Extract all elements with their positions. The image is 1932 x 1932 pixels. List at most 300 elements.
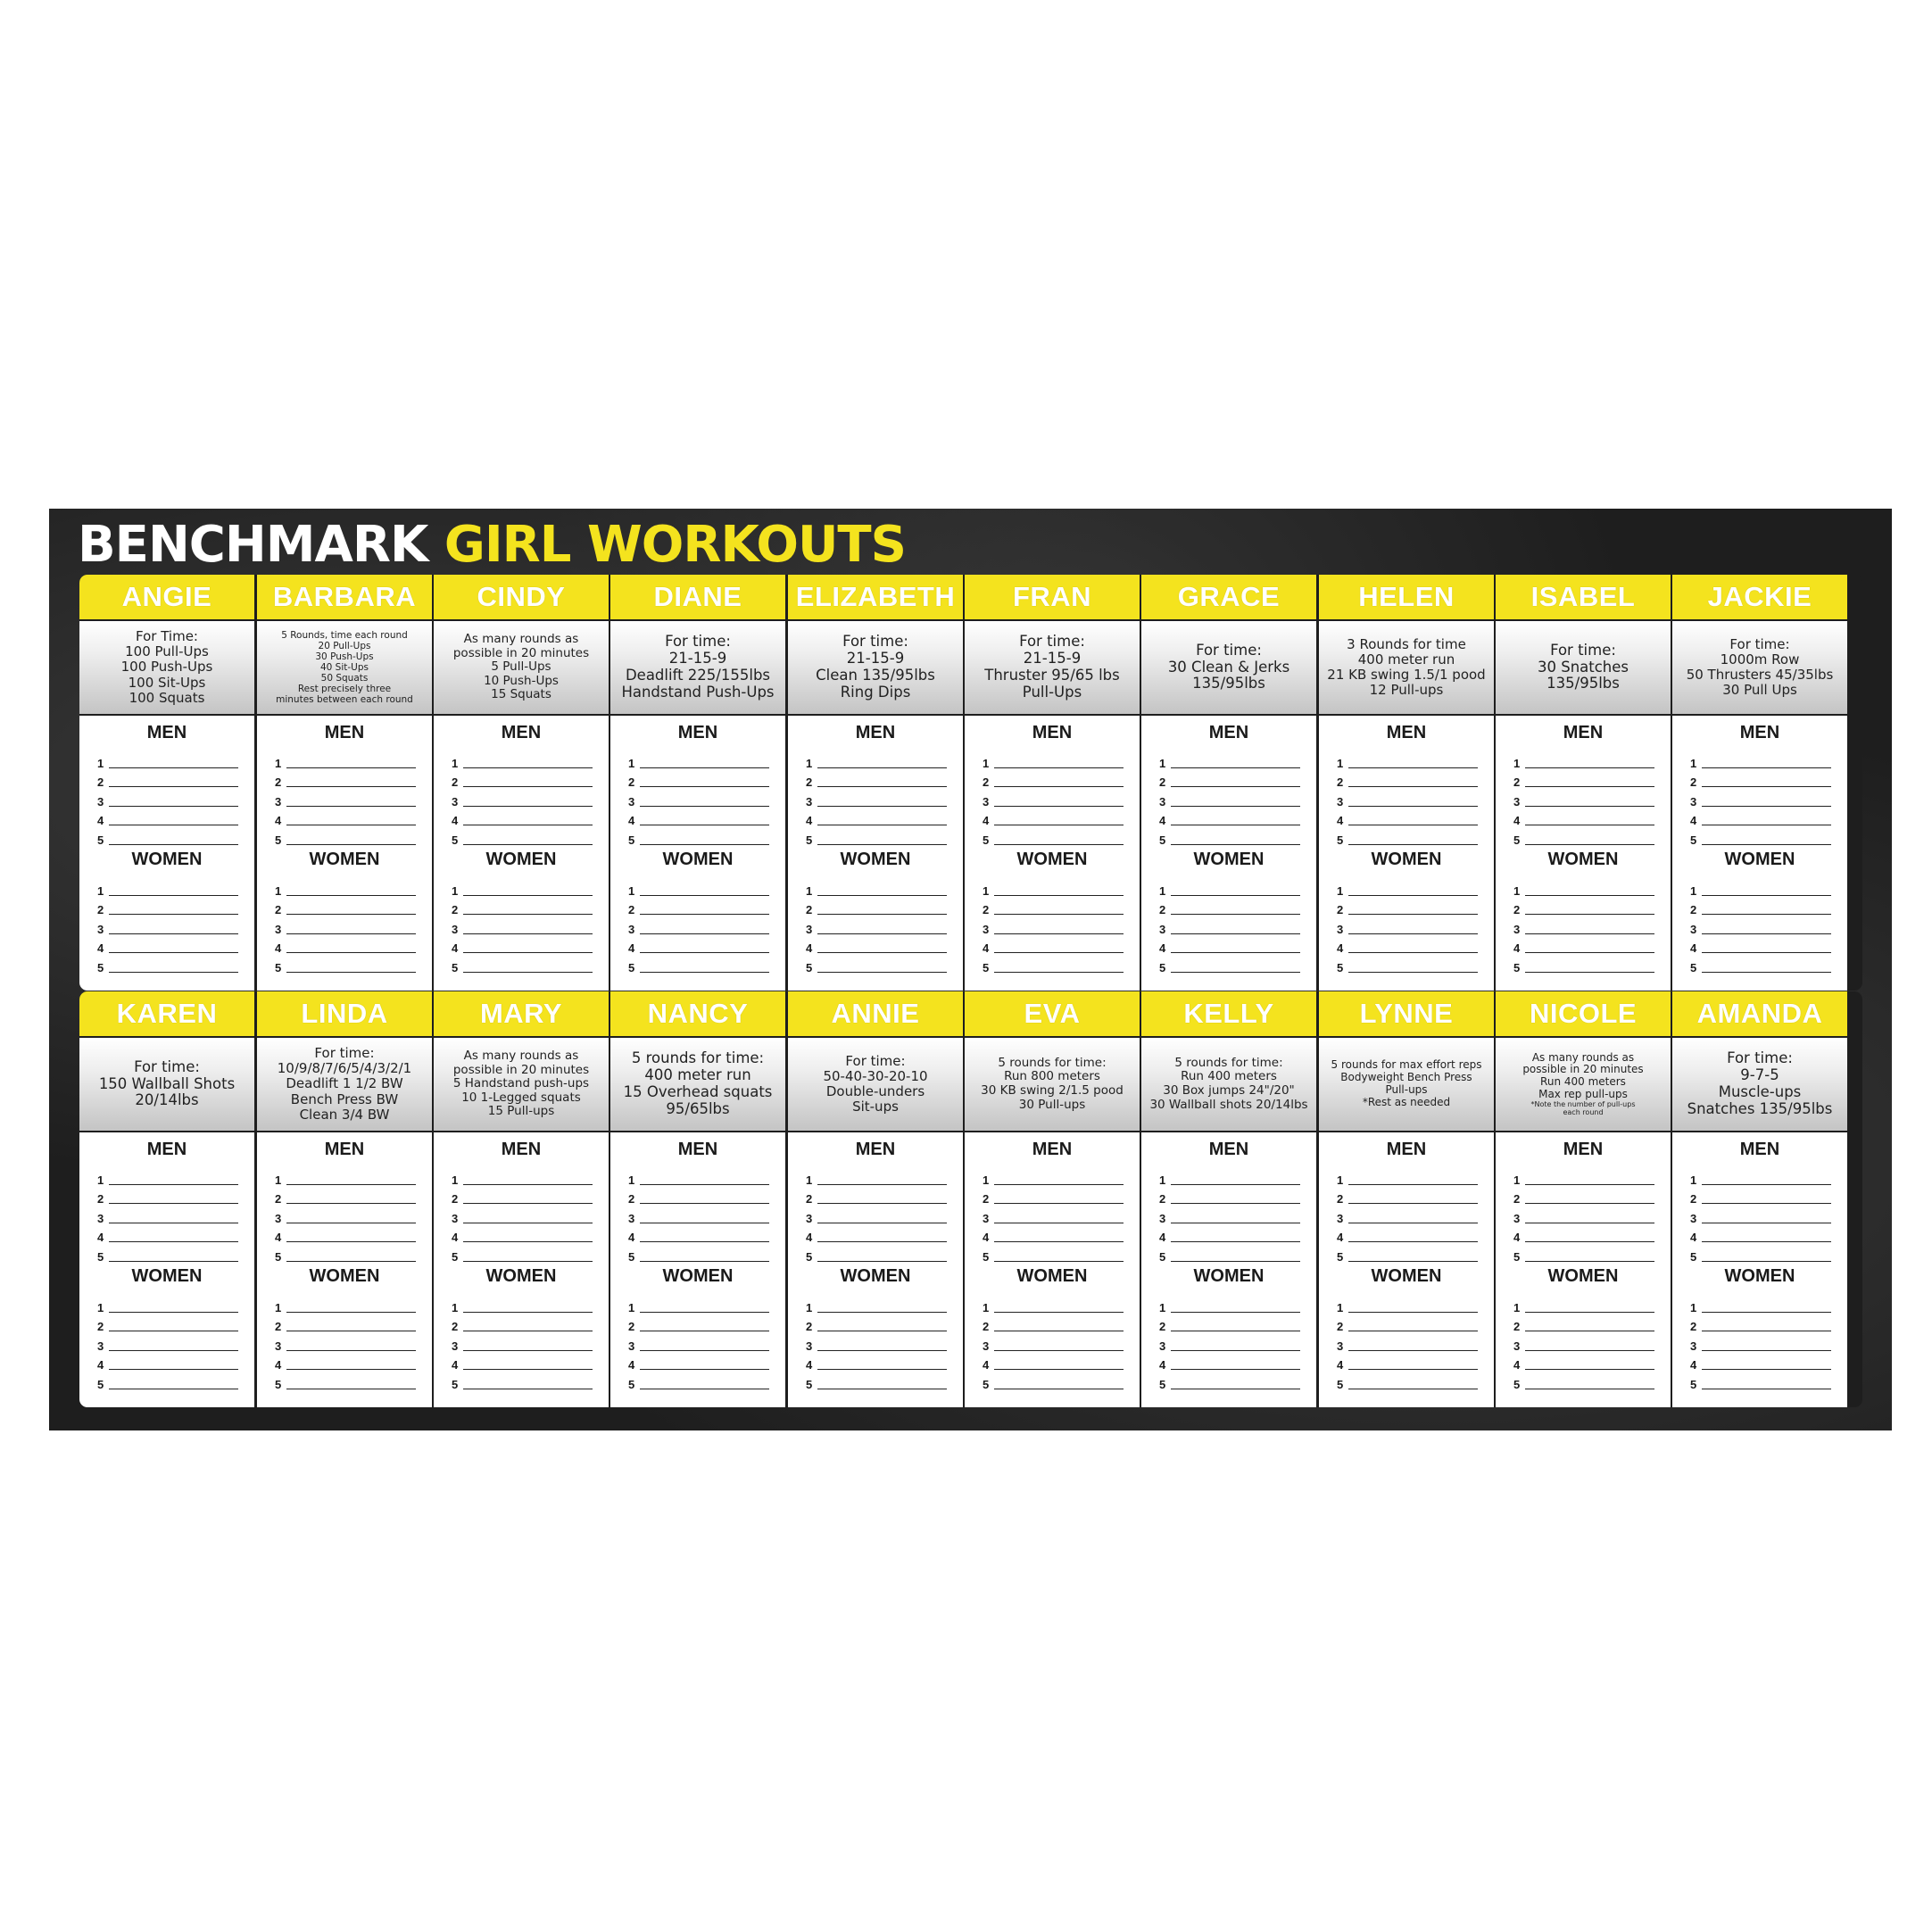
workout-description-line: Thruster 95/65 lbs bbox=[984, 667, 1120, 684]
row-number: 2 bbox=[1337, 775, 1344, 789]
write-in-line bbox=[109, 1350, 238, 1351]
men-score-row bbox=[806, 771, 947, 791]
write-in-line bbox=[286, 972, 416, 973]
women-score-row bbox=[452, 899, 593, 918]
write-in-line bbox=[109, 844, 238, 845]
row-number: 3 bbox=[983, 1211, 990, 1225]
women-score-row bbox=[628, 937, 769, 957]
workout-name: LINDA bbox=[257, 991, 432, 1036]
men-heading: MEN bbox=[677, 723, 718, 742]
write-in-line bbox=[1525, 1369, 1654, 1370]
write-in-line bbox=[1348, 972, 1478, 973]
workout-description-line: Sit-ups bbox=[852, 1099, 899, 1115]
men-score-row bbox=[275, 751, 416, 771]
row-number: 2 bbox=[806, 1320, 813, 1333]
benchmark-board bbox=[49, 509, 1892, 1430]
men-score-row bbox=[1337, 790, 1478, 809]
row-number: 2 bbox=[275, 1320, 282, 1333]
row-number: 4 bbox=[983, 1231, 990, 1244]
write-in-line bbox=[1171, 1241, 1300, 1242]
write-in-line bbox=[817, 844, 947, 845]
men-score-row bbox=[1337, 809, 1478, 829]
women-score-row bbox=[628, 1354, 769, 1373]
write-in-line bbox=[817, 895, 947, 896]
row-number: 5 bbox=[1159, 960, 1166, 974]
workout-description-line: 15 Squats bbox=[491, 687, 551, 702]
write-in-line bbox=[994, 1261, 1124, 1262]
row-number: 4 bbox=[452, 1231, 459, 1244]
men-score-row bbox=[983, 1188, 1124, 1207]
row-number: 5 bbox=[1159, 1377, 1166, 1391]
row-number: 5 bbox=[275, 1249, 282, 1264]
women-score-row bbox=[1690, 937, 1831, 957]
workout-card-cindy bbox=[434, 575, 609, 991]
workout-card-grace bbox=[1141, 575, 1316, 991]
men-score-row bbox=[1690, 790, 1831, 809]
workout-description bbox=[79, 621, 254, 714]
row-number: 4 bbox=[1337, 1231, 1344, 1244]
men-score-row bbox=[452, 790, 593, 809]
women-score-row bbox=[1159, 1334, 1300, 1354]
write-in-line bbox=[1525, 1203, 1654, 1204]
women-score-row bbox=[1159, 899, 1300, 918]
workout-name: ANNIE bbox=[788, 991, 963, 1036]
write-in-line bbox=[1702, 806, 1831, 807]
women-score-row bbox=[275, 879, 416, 899]
write-in-line bbox=[109, 1241, 238, 1242]
row-number: 4 bbox=[1159, 814, 1166, 827]
workout-description-line: 5 rounds for time: bbox=[1174, 1055, 1283, 1070]
women-score-row bbox=[1690, 879, 1831, 899]
row-number: 1 bbox=[452, 1173, 459, 1187]
men-score-row bbox=[1159, 809, 1300, 829]
row-number: 4 bbox=[1337, 1358, 1344, 1372]
row-number: 5 bbox=[983, 1249, 990, 1264]
women-score-row bbox=[452, 1296, 593, 1315]
women-score-row bbox=[1159, 879, 1300, 899]
men-score-row bbox=[1690, 1168, 1831, 1188]
row-number: 3 bbox=[97, 1211, 104, 1225]
workout-description bbox=[434, 1038, 609, 1131]
men-score-row bbox=[983, 809, 1124, 829]
workout-description-line: 20 Pull-Ups bbox=[318, 640, 371, 651]
row-number: 1 bbox=[1337, 1173, 1344, 1187]
workout-description-line: For time: bbox=[1019, 633, 1085, 651]
row-number: 1 bbox=[1337, 756, 1344, 770]
women-score-row bbox=[97, 1296, 238, 1315]
women-score-row bbox=[983, 937, 1124, 957]
write-in-line bbox=[1348, 1203, 1478, 1204]
workout-description-line: 50 Thrusters 45/35lbs bbox=[1686, 667, 1834, 683]
write-in-line bbox=[1171, 1261, 1300, 1262]
row-number: 2 bbox=[1337, 1320, 1344, 1333]
workout-description-line: Max rep pull-ups bbox=[1538, 1088, 1628, 1100]
men-heading: MEN bbox=[677, 1140, 718, 1159]
row-number: 2 bbox=[97, 903, 104, 916]
men-score-row bbox=[1159, 790, 1300, 809]
row-number: 4 bbox=[275, 941, 282, 955]
score-entry-area bbox=[1319, 1132, 1494, 1407]
write-in-line bbox=[463, 914, 593, 915]
row-number: 4 bbox=[628, 1358, 635, 1372]
workout-description bbox=[257, 1038, 432, 1131]
row-number: 1 bbox=[1159, 1300, 1166, 1314]
women-score-row bbox=[983, 1315, 1124, 1335]
row-number: 1 bbox=[628, 756, 635, 770]
men-score-row bbox=[628, 809, 769, 829]
row-number: 1 bbox=[806, 1173, 813, 1187]
row-number: 2 bbox=[1513, 1320, 1521, 1333]
write-in-line bbox=[1702, 1241, 1831, 1242]
row-number: 2 bbox=[983, 903, 990, 916]
workout-description bbox=[965, 621, 1140, 714]
workout-description-line: For time: bbox=[1727, 1049, 1793, 1067]
write-in-line bbox=[1525, 972, 1654, 973]
write-in-line bbox=[1525, 786, 1654, 787]
row-number: 3 bbox=[1337, 794, 1344, 808]
write-in-line bbox=[1171, 1350, 1300, 1351]
write-in-line bbox=[1702, 952, 1831, 953]
workout-description-line: 50-40-30-20-10 bbox=[823, 1067, 928, 1084]
write-in-line bbox=[1702, 933, 1831, 934]
row-number: 1 bbox=[275, 883, 282, 898]
write-in-line bbox=[1525, 1241, 1654, 1242]
row-number: 1 bbox=[1513, 1173, 1521, 1187]
men-score-lines bbox=[97, 1168, 238, 1265]
write-in-line bbox=[994, 1312, 1124, 1313]
women-score-lines bbox=[628, 879, 769, 975]
women-score-row bbox=[275, 1296, 416, 1315]
write-in-line bbox=[640, 1261, 769, 1262]
write-in-line bbox=[463, 1203, 593, 1204]
row-number: 4 bbox=[452, 1358, 459, 1372]
write-in-line bbox=[994, 1184, 1124, 1185]
workout-description bbox=[1496, 1038, 1671, 1131]
row-number: 1 bbox=[806, 1300, 813, 1314]
row-number: 2 bbox=[1690, 1192, 1697, 1206]
write-in-line bbox=[1171, 914, 1300, 915]
men-score-row bbox=[97, 1168, 238, 1188]
row-number: 4 bbox=[97, 814, 104, 827]
write-in-line bbox=[286, 1203, 416, 1204]
women-score-row bbox=[97, 937, 238, 957]
write-in-line bbox=[286, 1184, 416, 1185]
women-score-row bbox=[983, 917, 1124, 937]
write-in-line bbox=[640, 1350, 769, 1351]
workout-description-line: 15 Overhead squats bbox=[623, 1083, 773, 1100]
score-entry-area bbox=[1672, 1132, 1847, 1407]
women-score-row bbox=[1159, 956, 1300, 975]
men-score-row bbox=[275, 790, 416, 809]
men-score-row bbox=[983, 1206, 1124, 1226]
row-number: 1 bbox=[1513, 1300, 1521, 1314]
row-number: 1 bbox=[97, 1173, 104, 1187]
women-score-lines bbox=[275, 879, 416, 975]
women-heading: WOMEN bbox=[1724, 1266, 1795, 1286]
write-in-line bbox=[1171, 806, 1300, 807]
men-score-row bbox=[628, 1245, 769, 1265]
men-score-row bbox=[806, 1168, 947, 1188]
write-in-line bbox=[1525, 895, 1654, 896]
workout-description-line: Handstand Push-Ups bbox=[621, 683, 775, 701]
workout-description-line: For time: bbox=[845, 1052, 906, 1069]
workouts-panel-bottom bbox=[79, 991, 1862, 1407]
row-number: 2 bbox=[97, 1192, 104, 1206]
row-number: 2 bbox=[97, 1320, 104, 1333]
row-number: 5 bbox=[628, 833, 635, 847]
row-number: 4 bbox=[806, 814, 813, 827]
write-in-line bbox=[994, 1241, 1124, 1242]
row-number: 2 bbox=[1513, 775, 1521, 789]
men-score-row bbox=[1513, 1188, 1654, 1207]
row-number: 2 bbox=[1159, 903, 1166, 916]
row-number: 4 bbox=[97, 1231, 104, 1244]
women-score-row bbox=[806, 956, 947, 975]
women-score-row bbox=[1513, 917, 1654, 937]
men-score-row bbox=[1337, 1245, 1478, 1265]
page-title bbox=[78, 514, 906, 576]
row-number: 1 bbox=[97, 883, 104, 898]
women-score-row bbox=[983, 1334, 1124, 1354]
women-score-lines bbox=[97, 879, 238, 975]
row-number: 4 bbox=[275, 1358, 282, 1372]
write-in-line bbox=[1525, 1350, 1654, 1351]
men-score-row bbox=[1513, 809, 1654, 829]
write-in-line bbox=[994, 844, 1124, 845]
women-heading: WOMEN bbox=[131, 850, 203, 869]
women-score-row bbox=[1513, 956, 1654, 975]
row-number: 2 bbox=[806, 1192, 813, 1206]
men-score-lines bbox=[1159, 751, 1300, 848]
row-number: 5 bbox=[628, 960, 635, 974]
workout-description-line: 10 Push-Ups bbox=[484, 673, 559, 688]
row-number: 2 bbox=[1690, 903, 1697, 916]
row-number: 5 bbox=[806, 833, 813, 847]
women-score-row bbox=[452, 1315, 593, 1335]
workouts-panel-top bbox=[79, 575, 1862, 991]
women-score-row bbox=[806, 937, 947, 957]
workout-card-helen bbox=[1319, 575, 1494, 991]
write-in-line bbox=[463, 1350, 593, 1351]
write-in-line bbox=[1348, 844, 1478, 845]
write-in-line bbox=[286, 1369, 416, 1370]
women-score-lines bbox=[1690, 1296, 1831, 1392]
write-in-line bbox=[640, 1312, 769, 1313]
workout-name: CINDY bbox=[434, 575, 609, 619]
women-score-row bbox=[806, 1354, 947, 1373]
men-score-row bbox=[1513, 771, 1654, 791]
workout-description bbox=[1672, 1038, 1847, 1131]
write-in-line bbox=[1171, 1203, 1300, 1204]
women-heading: WOMEN bbox=[1016, 1266, 1088, 1286]
workout-description bbox=[965, 1038, 1140, 1131]
row-number: 5 bbox=[97, 1377, 104, 1391]
women-score-row bbox=[983, 899, 1124, 918]
row-number: 2 bbox=[983, 775, 990, 789]
women-score-lines bbox=[1159, 879, 1300, 975]
row-number: 5 bbox=[97, 1249, 104, 1264]
women-score-row bbox=[1513, 1315, 1654, 1335]
women-score-row bbox=[275, 1315, 416, 1335]
women-score-row bbox=[275, 1372, 416, 1392]
women-score-row bbox=[1159, 937, 1300, 957]
men-score-row bbox=[452, 771, 593, 791]
row-number: 5 bbox=[1690, 1249, 1697, 1264]
write-in-line bbox=[286, 1350, 416, 1351]
women-score-row bbox=[275, 899, 416, 918]
write-in-line bbox=[286, 895, 416, 896]
men-score-row bbox=[1690, 1245, 1831, 1265]
women-score-row bbox=[1690, 1296, 1831, 1315]
write-in-line bbox=[1348, 952, 1478, 953]
row-number: 1 bbox=[983, 756, 990, 770]
women-score-row bbox=[97, 956, 238, 975]
men-score-row bbox=[452, 1206, 593, 1226]
score-entry-area bbox=[788, 1132, 963, 1407]
row-number: 4 bbox=[1690, 1231, 1697, 1244]
workout-card-linda bbox=[257, 991, 432, 1407]
men-score-row bbox=[806, 751, 947, 771]
men-score-row bbox=[452, 1226, 593, 1246]
title-part-benchmark: BENCHMARK bbox=[78, 516, 428, 574]
write-in-line bbox=[463, 952, 593, 953]
row-number: 3 bbox=[452, 1211, 459, 1225]
score-entry-area bbox=[79, 716, 254, 991]
workout-description-line: Muscle-ups bbox=[1718, 1083, 1802, 1100]
workout-description-line: 30 KB swing 2/1.5 pood bbox=[981, 1083, 1124, 1098]
row-number: 3 bbox=[983, 922, 990, 936]
men-score-row bbox=[983, 1245, 1124, 1265]
workout-name: FRAN bbox=[965, 575, 1140, 619]
write-in-line bbox=[1702, 914, 1831, 915]
row-number: 1 bbox=[1159, 1173, 1166, 1187]
write-in-line bbox=[463, 1261, 593, 1262]
row-number: 3 bbox=[275, 794, 282, 808]
write-in-line bbox=[640, 767, 769, 768]
write-in-line bbox=[286, 952, 416, 953]
row-number: 5 bbox=[1337, 1377, 1344, 1391]
workout-description-line: 100 Sit-Ups bbox=[128, 674, 206, 691]
row-number: 4 bbox=[1337, 941, 1344, 955]
workout-description-line: Pull-Ups bbox=[1022, 683, 1082, 701]
row-number: 5 bbox=[806, 1377, 813, 1391]
men-score-row bbox=[1337, 1168, 1478, 1188]
women-heading: WOMEN bbox=[485, 1266, 557, 1286]
write-in-line bbox=[817, 1369, 947, 1370]
row-number: 1 bbox=[452, 1300, 459, 1314]
workout-description-line: possible in 20 minutes bbox=[452, 645, 590, 660]
row-number: 3 bbox=[628, 1339, 635, 1353]
write-in-line bbox=[994, 786, 1124, 787]
women-heading: WOMEN bbox=[840, 1266, 911, 1286]
workout-description-line: 30 Box jumps 24"/20" bbox=[1163, 1083, 1295, 1098]
workout-description-line: Snatches 135/95lbs bbox=[1687, 1099, 1833, 1117]
row-number: 1 bbox=[1690, 1173, 1697, 1187]
row-number: 2 bbox=[1513, 1192, 1521, 1206]
row-number: 1 bbox=[628, 1173, 635, 1187]
men-heading: MEN bbox=[1739, 1140, 1780, 1159]
write-in-line bbox=[1348, 895, 1478, 896]
women-score-row bbox=[628, 956, 769, 975]
write-in-line bbox=[817, 806, 947, 807]
workout-description-line: 5 Rounds, time each round bbox=[281, 629, 408, 641]
women-heading: WOMEN bbox=[1547, 850, 1619, 869]
row-number: 3 bbox=[452, 794, 459, 808]
workout-card-elizabeth bbox=[788, 575, 963, 991]
workout-card-nicole bbox=[1496, 991, 1671, 1407]
men-score-lines bbox=[1690, 1168, 1831, 1265]
write-in-line bbox=[1525, 1312, 1654, 1313]
men-score-row bbox=[1337, 771, 1478, 791]
row-number: 5 bbox=[1159, 1249, 1166, 1264]
women-score-row bbox=[275, 1334, 416, 1354]
workout-description-line: Bench Press BW bbox=[290, 1090, 399, 1107]
row-number: 3 bbox=[1690, 794, 1697, 808]
workout-description-line: 5 rounds for time: bbox=[631, 1049, 765, 1067]
workout-name: LYNNE bbox=[1319, 991, 1494, 1036]
write-in-line bbox=[1702, 1261, 1831, 1262]
women-score-lines bbox=[806, 879, 947, 975]
women-score-row bbox=[275, 956, 416, 975]
workout-description-line: Deadlift 1 1/2 BW bbox=[286, 1075, 403, 1092]
write-in-line bbox=[109, 1203, 238, 1204]
men-score-row bbox=[806, 828, 947, 848]
women-score-row bbox=[628, 1296, 769, 1315]
row-number: 5 bbox=[1337, 1249, 1344, 1264]
row-number: 5 bbox=[452, 1249, 459, 1264]
workout-card-eva bbox=[965, 991, 1140, 1407]
write-in-line bbox=[463, 1184, 593, 1185]
men-score-row bbox=[97, 751, 238, 771]
women-score-row bbox=[97, 1315, 238, 1335]
write-in-line bbox=[1171, 1184, 1300, 1185]
men-score-row bbox=[1690, 751, 1831, 771]
row-number: 1 bbox=[628, 1300, 635, 1314]
workout-description-line: As many rounds as bbox=[1531, 1050, 1635, 1064]
write-in-line bbox=[1348, 1312, 1478, 1313]
workout-description-line: 30 Pull-ups bbox=[1018, 1097, 1086, 1112]
workout-description-line: Run 400 meters bbox=[1540, 1075, 1626, 1089]
women-score-row bbox=[452, 1372, 593, 1392]
row-number: 2 bbox=[628, 1320, 635, 1333]
women-score-row bbox=[1159, 1296, 1300, 1315]
row-number: 1 bbox=[275, 1173, 282, 1187]
women-score-row bbox=[1690, 899, 1831, 918]
men-score-row bbox=[275, 809, 416, 829]
men-score-lines bbox=[275, 751, 416, 848]
women-score-row bbox=[1513, 1334, 1654, 1354]
write-in-line bbox=[817, 972, 947, 973]
write-in-line bbox=[1171, 972, 1300, 973]
workout-name: DIANE bbox=[610, 575, 785, 619]
write-in-line bbox=[1171, 895, 1300, 896]
women-score-row bbox=[97, 879, 238, 899]
write-in-line bbox=[640, 1184, 769, 1185]
men-score-lines bbox=[983, 751, 1124, 848]
men-score-row bbox=[275, 1188, 416, 1207]
score-entry-area bbox=[1672, 716, 1847, 991]
workout-description-line: possible in 20 minutes bbox=[1522, 1063, 1644, 1076]
men-heading: MEN bbox=[1386, 1140, 1427, 1159]
workout-name: AMANDA bbox=[1672, 991, 1847, 1036]
women-score-row bbox=[806, 1372, 947, 1392]
workout-description-line: For time: bbox=[1729, 635, 1790, 652]
workout-description-line: For Time: bbox=[136, 627, 198, 644]
row-number: 4 bbox=[452, 814, 459, 827]
row-number: 1 bbox=[983, 1300, 990, 1314]
men-score-row bbox=[806, 790, 947, 809]
women-score-row bbox=[628, 879, 769, 899]
